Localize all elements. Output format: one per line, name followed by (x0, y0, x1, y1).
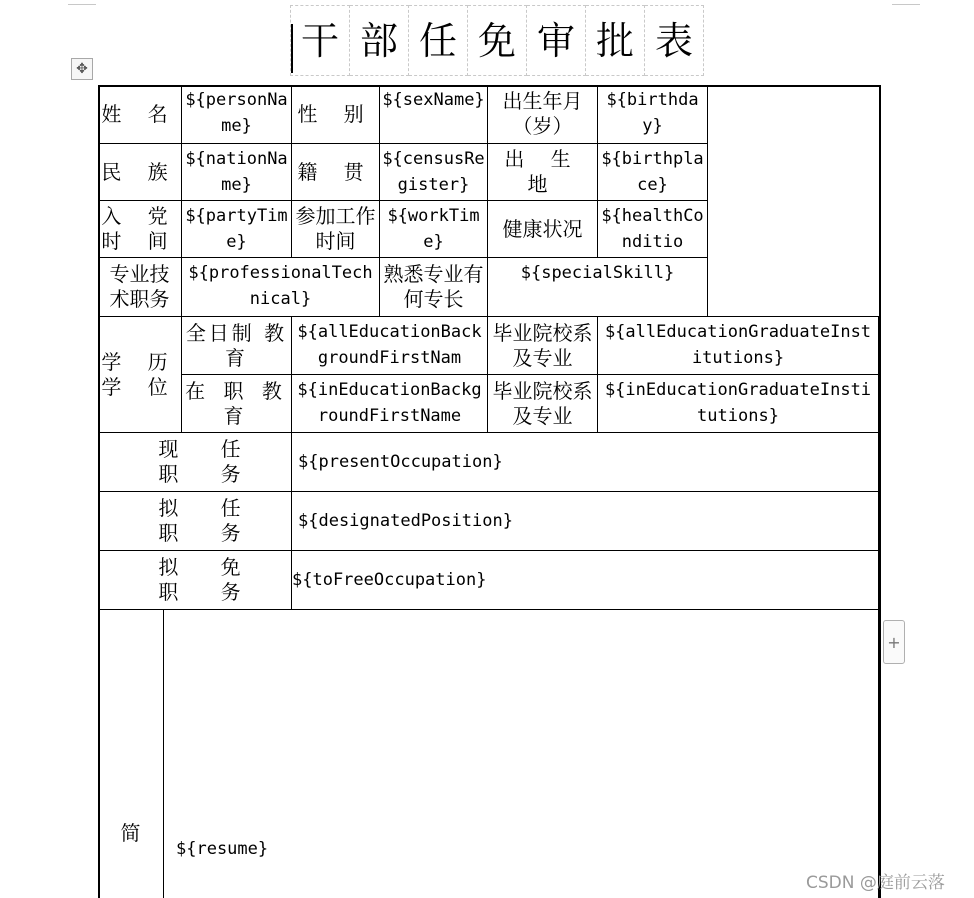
field-party-time[interactable]: ${partyTime} (182, 201, 292, 258)
label-health: 健康状况 (488, 201, 598, 258)
title-char: 表 (645, 5, 704, 76)
label-professional-technical: 专业技术职务 (98, 258, 182, 317)
text-cursor (291, 24, 293, 73)
title-char: 免 (468, 5, 527, 76)
label-full-time-education: 全日制 教 育 (182, 317, 292, 375)
label-special-skill: 熟悉专业有何专长 (380, 258, 488, 317)
field-person-name[interactable]: ${personName} (182, 85, 292, 144)
label-name: 姓 名 (98, 85, 182, 144)
field-in-service-education[interactable]: ${inEducationBackgroundFirstName (292, 375, 488, 433)
field-birthday[interactable]: ${birthday} (598, 85, 708, 144)
field-sex-name[interactable]: ${sexName} (380, 85, 488, 144)
field-resume[interactable]: ${resume} (164, 610, 879, 898)
field-in-service-graduate[interactable]: ${inEducationGraduateInstitutions} (598, 375, 879, 433)
table-move-icon[interactable]: ✥ (71, 58, 93, 80)
field-to-free-occupation[interactable]: ${toFreeOccupation} (292, 551, 879, 610)
document-title (290, 5, 704, 76)
label-resume: 简 (98, 610, 164, 898)
approval-form-table (98, 85, 881, 898)
title-char: 批 (586, 5, 645, 76)
field-census-register[interactable]: ${censusRegister} (380, 144, 488, 201)
field-present-occupation[interactable]: ${presentOccupation} (292, 433, 879, 492)
label-birthplace: 出 生 地 (488, 144, 598, 201)
title-char: 干 (290, 5, 350, 76)
field-special-skill[interactable]: ${specialSkill} (488, 258, 708, 317)
label-to-free-occupation: 拟 免 职 务 (98, 551, 292, 610)
label-full-time-graduate: 毕业院校系及专业 (488, 317, 598, 375)
title-char: 任 (409, 5, 468, 76)
field-full-time-graduate[interactable]: ${allEducationGraduateInstitutions} (598, 317, 879, 375)
field-birthplace[interactable]: ${birthplace} (598, 144, 708, 201)
label-work-time: 参加工作时间 (292, 201, 380, 258)
field-health-condition[interactable]: ${healthConditio (598, 201, 708, 258)
watermark: CSDN @庭前云落 (806, 873, 945, 893)
label-nation: 民 族 (98, 144, 182, 201)
page-corner-mark (892, 0, 920, 5)
label-designated-position: 拟 任 职 务 (98, 492, 292, 551)
label-in-service-education: 在 职 教 育 (182, 375, 292, 433)
label-sex: 性 别 (292, 85, 380, 144)
field-nation-name[interactable]: ${nationName} (182, 144, 292, 201)
field-full-time-education[interactable]: ${allEducationBackgroundFirstNam (292, 317, 488, 375)
label-in-service-graduate: 毕业院校系及专业 (488, 375, 598, 433)
label-education-degree: 学 历 学 位 (98, 317, 182, 433)
field-designated-position[interactable]: ${designatedPosition} (292, 492, 879, 551)
title-char: 审 (527, 5, 586, 76)
field-professional-technical[interactable]: ${professionalTechnical} (182, 258, 380, 317)
label-present-occupation: 现 任 职 务 (98, 433, 292, 492)
label-birthday: 出生年月（岁） (488, 85, 598, 144)
label-census: 籍 贯 (292, 144, 380, 201)
page-corner-mark (68, 0, 96, 5)
add-column-button[interactable]: + (883, 620, 905, 664)
label-party-time: 入 党 时 间 (98, 201, 182, 258)
field-work-time[interactable]: ${workTime} (380, 201, 488, 258)
title-char: 部 (350, 5, 409, 76)
